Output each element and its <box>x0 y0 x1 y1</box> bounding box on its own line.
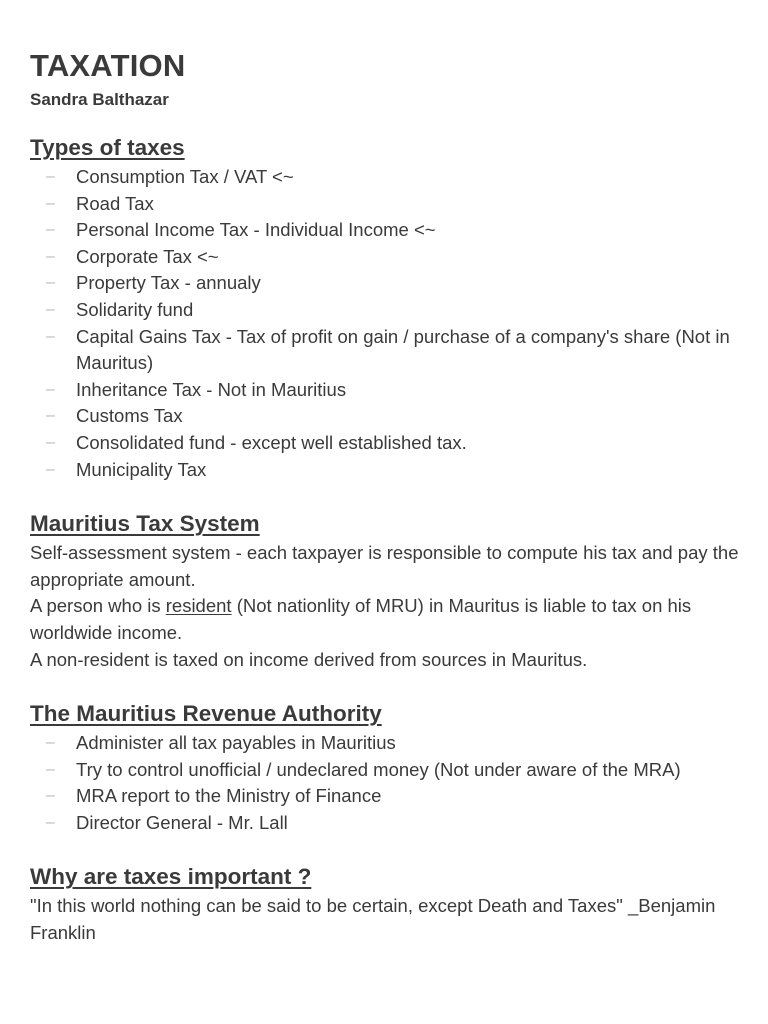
paragraph-non-resident: A non-resident is taxed on income derived from sources in Mauritus. <box>30 648 588 670</box>
dash-bullet-icon: – <box>46 194 55 212</box>
dash-bullet-icon: – <box>46 760 55 778</box>
dash-bullet-icon: – <box>46 407 55 425</box>
dash-bullet-icon: – <box>46 247 55 265</box>
list-item: – Director General - Mr. Lall <box>30 810 750 837</box>
list-item: – Road Tax <box>30 191 750 218</box>
dash-bullet-icon: – <box>46 787 55 805</box>
list-item: – Capital Gains Tax - Tax of profit on gain / purchase of a company's share (Not in Mauritus) <box>46 325 730 374</box>
dash-bullet-icon: – <box>46 813 55 831</box>
list-item: – Corporate Tax <~ <box>30 244 750 271</box>
types-of-taxes-list <box>30 164 750 483</box>
dash-bullet-icon: – <box>46 168 55 185</box>
dash-bullet-icon: – <box>46 734 55 752</box>
list-item: – Solidarity fund <box>30 297 750 324</box>
dash-bullet-icon: – <box>46 433 55 451</box>
list-item: – Municipality Tax <box>30 457 750 484</box>
resident-term: resident <box>165 595 232 617</box>
paragraph-self-assessment: Self-assessment system - each taxpayer is responsible to compute his tax and pay the appropriate amount. <box>30 542 739 590</box>
list-item: – Consumption Tax / VAT <~ <box>30 164 750 191</box>
note-page <box>30 44 750 947</box>
document-author: Sandra Balthazar <box>30 90 169 109</box>
heading-revenue-authority: The Mauritius Revenue Authority <box>30 701 382 727</box>
quote-benjamin-franklin: "In this world nothing can be said to be certain, except Death and Taxes" _Benjamin Franklin <box>30 895 716 944</box>
dash-bullet-icon: – <box>46 221 55 239</box>
revenue-authority-list <box>30 730 750 836</box>
list-item: – Consolidated fund - except well established tax. <box>30 430 750 457</box>
dash-bullet-icon: – <box>46 327 55 345</box>
heading-why-taxes-important: Why are taxes important ? <box>30 864 312 890</box>
list-item: – Try to control unofficial / undeclared money (Not under aware of the MRA) <box>30 757 750 784</box>
dash-bullet-icon: – <box>46 274 55 292</box>
list-item: – Administer all tax payables in Mauritius <box>30 730 750 757</box>
paragraph-resident: A person who is resident (Not nationlity of MRU) in Mauritus is liable to tax on his worldwide income. <box>30 595 692 643</box>
heading-mauritius-tax-system: Mauritius Tax System <box>30 511 260 537</box>
list-item: – Personal Income Tax - Individual Income <~ <box>30 217 750 244</box>
document-title: TAXATION <box>30 48 186 83</box>
list-item: – Customs Tax <box>30 403 750 430</box>
dash-bullet-icon: – <box>46 460 55 478</box>
list-item: – Property Tax - annualy <box>30 270 750 297</box>
list-item: – Inheritance Tax - Not in Mauritius <box>30 377 750 404</box>
list-item: – MRA report to the Ministry of Finance <box>30 783 750 810</box>
heading-types-of-taxes: Types of taxes <box>30 135 185 160</box>
dash-bullet-icon: – <box>46 300 55 318</box>
dash-bullet-icon: – <box>46 380 55 398</box>
